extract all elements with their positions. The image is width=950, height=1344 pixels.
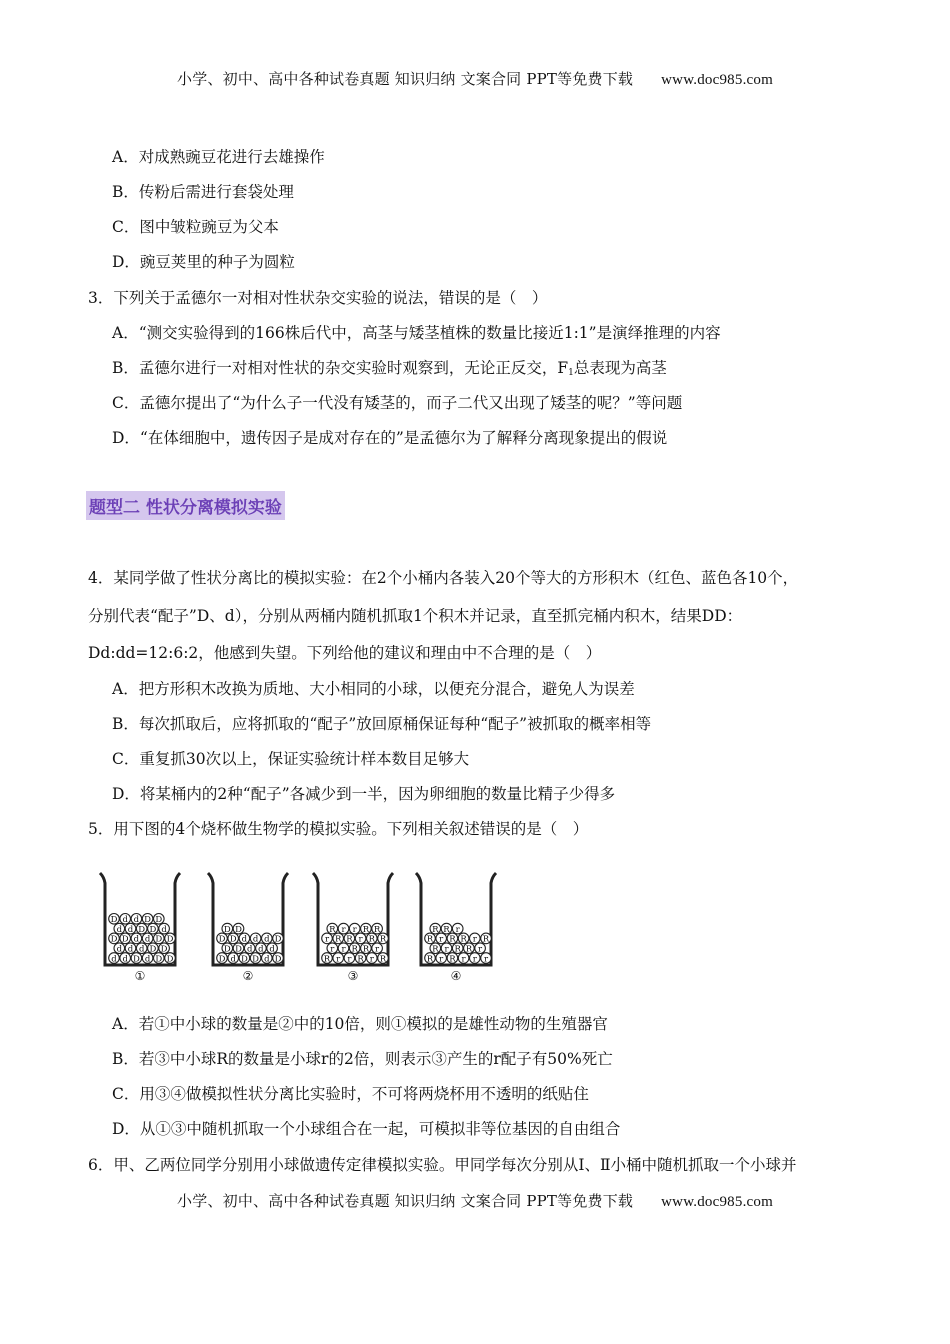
beaker-label: ③ [347,969,359,983]
ball-label: D [240,954,248,965]
q5-option-c: C．用③④做模拟性状分离比实验时，不可将两烧杯用不透明的纸贴住 [112,1085,589,1103]
ball-label: D [121,934,129,945]
beaker-3 [313,873,393,983]
ball-label: R [362,944,370,955]
ball-label: D [218,954,226,965]
ball-label: D [166,954,174,965]
ball-label: R [432,944,439,955]
beaker-label: ① [134,969,146,983]
footer-text: 小学、初中、高中各种试卷真题 知识归纳 文案合同 PPT等免费下载 [177,1192,634,1210]
ball-label: d [127,924,134,935]
ball-label: D [149,944,157,955]
q5-option-a: A．若①中小球的数量是②中的10倍，则①模拟的是雄性动物的生殖器官 [112,1015,608,1033]
q3-option-c: C．孟德尔提出了“为什么子一代没有矮茎的，而子二代又出现了矮茎的呢？”等问题 [112,394,683,412]
ball-label: d [127,944,134,955]
q5-stem: 5．用下图的4个烧杯做生物学的模拟实验。下列相关叙述错误的是（ ） [88,820,589,838]
q4-option-b: B．每次抓取后，应将抓取的“配子”放回原桶保证每种“配子”被抓取的概率相等 [112,715,652,733]
ball-label: D [149,924,157,935]
ball-label: r [472,934,477,945]
q4-stem-line2: 分别代表“配子”D、d），分别从两桶内随机抓取1个积木并记录，直至抓完桶内积木，结果DD： [88,607,743,625]
q3-option-b-post: 总表现为高茎 [573,359,667,377]
ball-label: r [478,944,483,955]
ball-label: d [252,934,259,945]
ball-label: D [235,944,242,955]
ball-label: d [241,934,248,945]
ball-label: R [465,944,473,955]
ball-label: R [329,924,336,935]
beaker-2 [208,873,288,983]
ball-label: R [368,934,376,945]
page-header-bottom [0,1190,950,1211]
ball-label: R [443,924,450,935]
ball-label: D [155,915,163,926]
q3-option-b [112,356,667,378]
ball-label: d [269,944,275,955]
ball-label: R [357,954,364,965]
ball-label: D [110,915,118,926]
ball-label: R [346,934,353,945]
ball-label: r [444,944,449,955]
q5-option-b: B．若③中小球R的数量是小球r的2倍，则表示③产生的r配子有50%死亡 [112,1050,613,1068]
ball-label: d [144,934,151,945]
q4-option-d: D．将某桶内的2种“配子”各减少到一半，因为卵细胞的数量比精子少得多 [112,785,616,803]
ball-label: d [133,934,140,945]
q4-stem-line1: 4．某同学做了性状分离比的模拟实验：在2个小桶内各装入20个等大的方形积木（红色、蓝色各10个， [88,569,799,587]
beaker-label: ② [242,969,254,983]
ball-label: r [352,924,357,935]
ball-label: D [223,944,231,955]
ball-label: R [449,934,456,945]
ball-label: R [426,934,434,945]
q3-stem: 3．下列关于孟德尔一对相对性状杂交实验的说法，错误的是（ ） [88,289,548,307]
ball-label: r [330,944,335,955]
q5-option-d: D．从①③中随机抓取一个小球组合在一起，可模拟非等位基因的自由组合 [112,1120,621,1138]
q3-option-d: D．“在体细胞中，遗传因子是成对存在的”是孟德尔为了解释分离现象提出的假说 [112,429,668,447]
ball-label: D [155,954,163,965]
ball-label: R [362,924,370,935]
q2-option-c: C．图中皱粒豌豆为父本 [112,218,279,236]
ball-label: d [138,944,145,955]
ball-label: d [258,944,264,955]
q4-stem-line3: Dd:dd=12:6:2，他感到失望。下列给他的建议和理由中不合理的是（ ） [88,644,602,662]
ball-label: D [274,934,282,945]
ball-label: R [379,934,387,945]
ball-label: r [472,954,477,965]
header-site[interactable]: www.doc985.com [661,72,773,88]
ball-label: r [358,934,363,945]
ball-label: D [160,944,168,955]
ball-label: r [347,954,352,965]
ball-label: r [336,954,341,965]
ball-label: d [161,924,167,935]
ball-label: r [483,954,489,965]
ball-label: d [122,915,128,926]
ball-label: R [373,924,381,935]
q3-option-b-sub: 1 [568,368,574,378]
q6-stem: 6．甲、乙两位同学分别用小球做遗传定律模拟实验。甲同学每次分别从Ⅰ、Ⅱ小桶中随机抓取一个小球并 [88,1156,797,1174]
ball-label: D [144,915,152,926]
ball-label: D [229,934,237,945]
ball-label: d [230,954,236,965]
beaker-4 [416,873,496,983]
ball-label: R [449,954,456,965]
ball-label: D [110,934,118,945]
ball-label: d [111,954,117,965]
beaker-figure [98,865,498,987]
ball-label: d [246,944,253,955]
beaker-1 [100,873,180,983]
ball-label: R [460,934,467,945]
ball-label: D [166,934,174,945]
ball-label: r [439,954,444,965]
ball-label: R [334,934,342,945]
ball-label: d [144,954,151,965]
beaker-label: ④ [450,969,462,983]
ball-label: D [218,934,226,945]
q2-option-b: B．传粉后需进行套袋处理 [112,183,294,201]
q3-option-b-pre: B．孟德尔进行一对相对性状的杂交实验时观察到，无论正反交，F [112,359,569,377]
ball-label: r [461,954,466,965]
header-text: 小学、初中、高中各种试卷真题 知识归纳 文案合同 PPT等免费下载 [177,70,634,88]
ball-label: R [426,954,434,965]
section-title: 题型二 性状分离模拟实验 [86,491,285,520]
ball-label: r [341,944,346,955]
ball-label: D [132,954,140,965]
ball-label: d [122,954,128,965]
q2-option-d: D．豌豆荚里的种子为圆粒 [112,253,295,271]
ball-label: D [235,924,242,935]
q4-option-a: A．把方形积木改换为质地、大小相同的小球，以便充分混合，避免人为误差 [112,680,635,698]
ball-label: r [439,934,444,945]
ball-label: d [116,944,123,955]
ball-label: R [351,944,358,955]
ball-label: D [138,924,146,935]
beakers-group [100,873,496,983]
ball-label: R [454,944,461,955]
ball-label: R [432,924,439,935]
ball-label: d [264,934,270,945]
ball-label: r [324,934,330,945]
footer-site[interactable]: www.doc985.com [661,1194,773,1210]
ball-label: d [264,954,270,965]
ball-label: D [155,934,163,945]
page-header-top [0,68,950,89]
ball-label: d [133,915,140,926]
ball-label: R [379,954,387,965]
ball-label: r [341,924,346,935]
ball-label: R [482,934,490,945]
ball-label: D [223,924,231,935]
ball-label: r [455,924,460,935]
ball-label: r [375,944,380,955]
q3-option-a: A．“测交实验得到的166株后代中，高茎与矮茎植株的数量比接近1:1”是演绎推理的内容 [112,324,721,342]
ball-label: R [323,954,331,965]
ball-label: D [274,954,282,965]
q4-option-c: C．重复抓30次以上，保证实验统计样本数目足够大 [112,750,470,768]
ball-label: r [369,954,374,965]
q2-option-a: A．对成熟豌豆花进行去雄操作 [112,148,325,166]
ball-label: D [252,954,260,965]
ball-label: d [116,924,123,935]
